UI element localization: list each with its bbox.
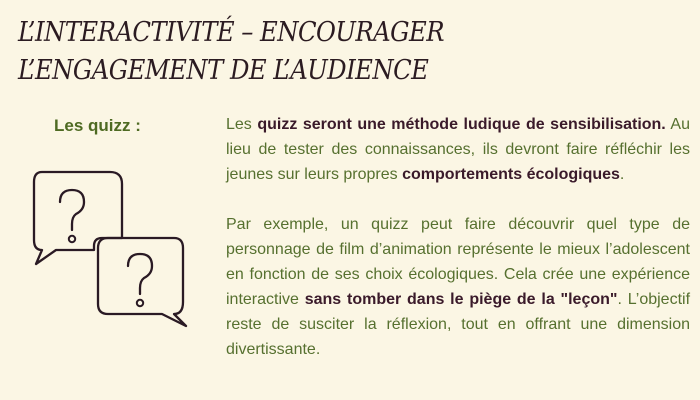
section-label: Les quizz : — [54, 116, 141, 135]
paragraph-example: Par exemple, un quizz peut faire découvrir quel type de personnage de film d’animation représente le mieux l’adolescent en fonction de ses choix écologiques. Cela crée une expérience interactive sans tomber dans le piège de la "leçon". L’objectif reste de susciter la réflexion, tout en offrant une dimension divertissante. — [226, 216, 691, 358]
emphasis-text: sans tomber dans le piège de la "leçon" — [304, 291, 618, 308]
body-text — [226, 112, 690, 362]
slide-title: L’INTERACTIVITÉ – ENCOURAGER L’ENGAGEMENT DE L’AUDIENCE — [18, 17, 444, 86]
question-speech-bubbles-icon — [28, 168, 193, 336]
paragraph-quizz-method: Les quizz seront une méthode ludique de sensibilisation. Au lieu de tester des connaissances, ils devront faire réfléchir les jeunes sur leurs propres comportements écologiques. — [226, 116, 690, 183]
emphasis-text: comportements écologiques — [402, 166, 620, 183]
emphasis-text: quizz seront une méthode ludique de sensibilisation. — [257, 116, 666, 133]
